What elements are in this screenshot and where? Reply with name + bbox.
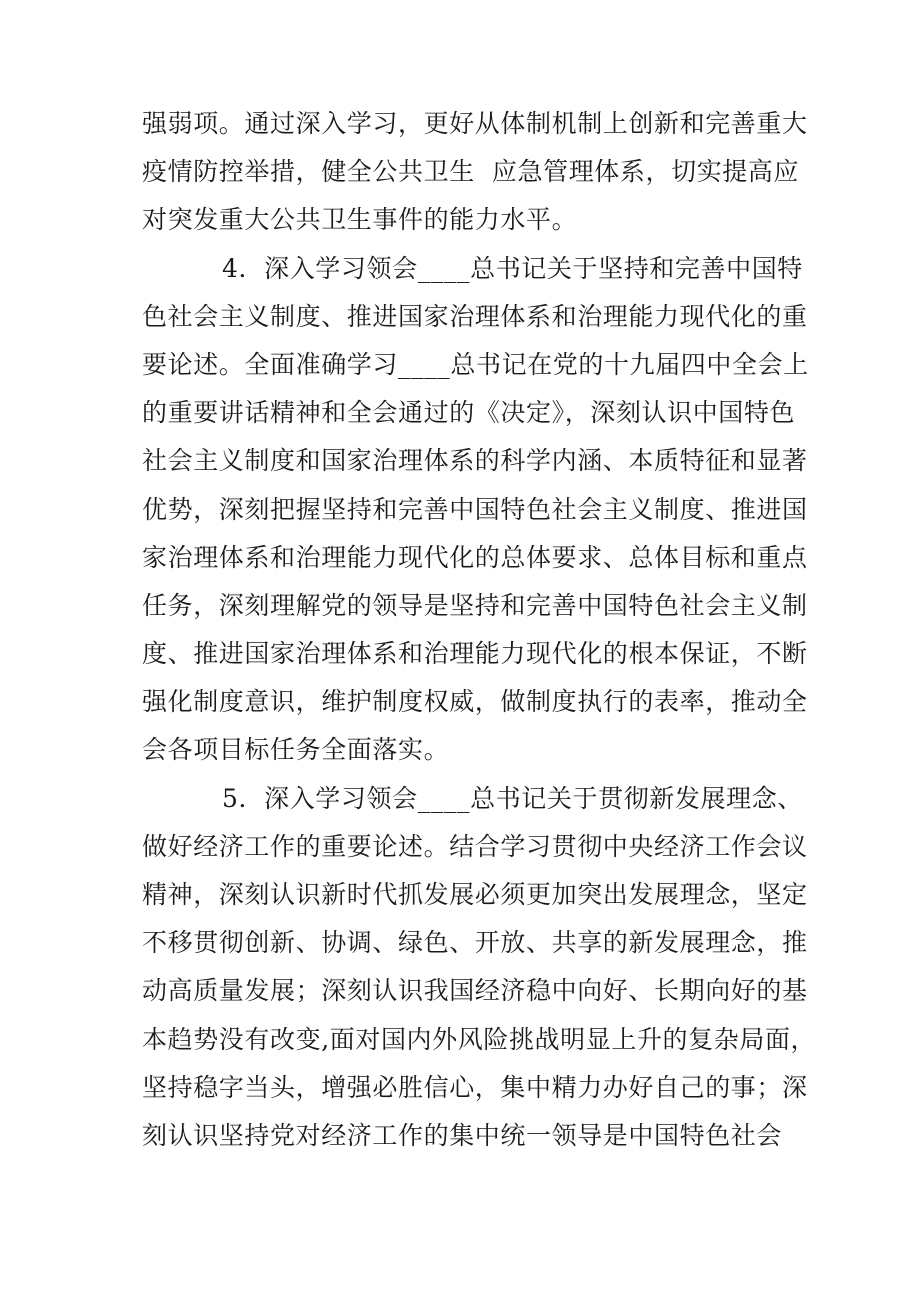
text-line: 度、推进国家治理体系和治理能力现代化的根本保证，不断 bbox=[142, 639, 808, 669]
text-line: 的重要讲话精神和全会通过的《决定》，深刻认识中国特色 bbox=[142, 398, 796, 428]
text-line: 疫情防控举措，健全公共卫生 应急管理体系，切实提高应 bbox=[142, 157, 800, 187]
text-line: 家治理体系和治理能力现代化的总体要求、总体目标和重点 bbox=[142, 542, 808, 572]
text-line: 精神，深刻认识新时代抓发展必须更加突出发展理念，坚定 bbox=[142, 880, 808, 909]
text-line: 要论述。全面准确学习____总书记在党的十九届四中全会上 bbox=[142, 349, 809, 379]
text-line: 本趋势没有改变,面对国内外风险挑战明显上升的复杂局面， bbox=[142, 1024, 817, 1054]
text-line: 坚持稳字当头，增强必胜信心，集中精力办好自己的事；深 bbox=[142, 1072, 808, 1102]
paragraph-4-heading-line: 4．深入学习领会____总书记关于坚持和完善中国特 bbox=[222, 253, 803, 283]
text-line: 强化制度意识，维护制度权威，做制度执行的表率，推动全 bbox=[142, 687, 808, 717]
text-line: 刻认识坚持党对经济工作的集中统一领导是中国特色社会 bbox=[142, 1120, 783, 1150]
text-line: 做好经济工作的重要论述。结合学习贯彻中央经济工作会议 bbox=[142, 831, 808, 861]
text-line: 优势，深刻把握坚持和完善中国特色社会主义制度、推进国 bbox=[142, 494, 808, 524]
text-line: 动高质量发展；深刻认识我国经济稳中向好、长期向好的基 bbox=[142, 976, 808, 1006]
document-body bbox=[142, 100, 817, 1160]
text-line: 强弱项。通过深入学习，更好从体制机制上创新和完善重大 bbox=[142, 109, 808, 138]
text-line: 社会主义制度和国家治理体系的科学内涵、本质特征和显著 bbox=[142, 446, 808, 476]
text-line: 不移贯彻创新、协调、绿色、开放、共享的新发展理念，推 bbox=[142, 928, 808, 958]
text-line: 色社会主义制度、推进国家治理体系和治理能力现代化的重 bbox=[142, 301, 808, 331]
text-line: 任务，深刻理解党的领导是坚持和完善中国特色社会主义制 bbox=[142, 590, 808, 620]
text-line: 对突发重大公共卫生事件的能力水平。 bbox=[142, 205, 578, 235]
text-line: 会各项目标任务全面落实。 bbox=[142, 735, 450, 765]
paragraph-5-heading-line: 5．深入学习领会____总书记关于贯彻新发展理念、 bbox=[222, 783, 803, 813]
